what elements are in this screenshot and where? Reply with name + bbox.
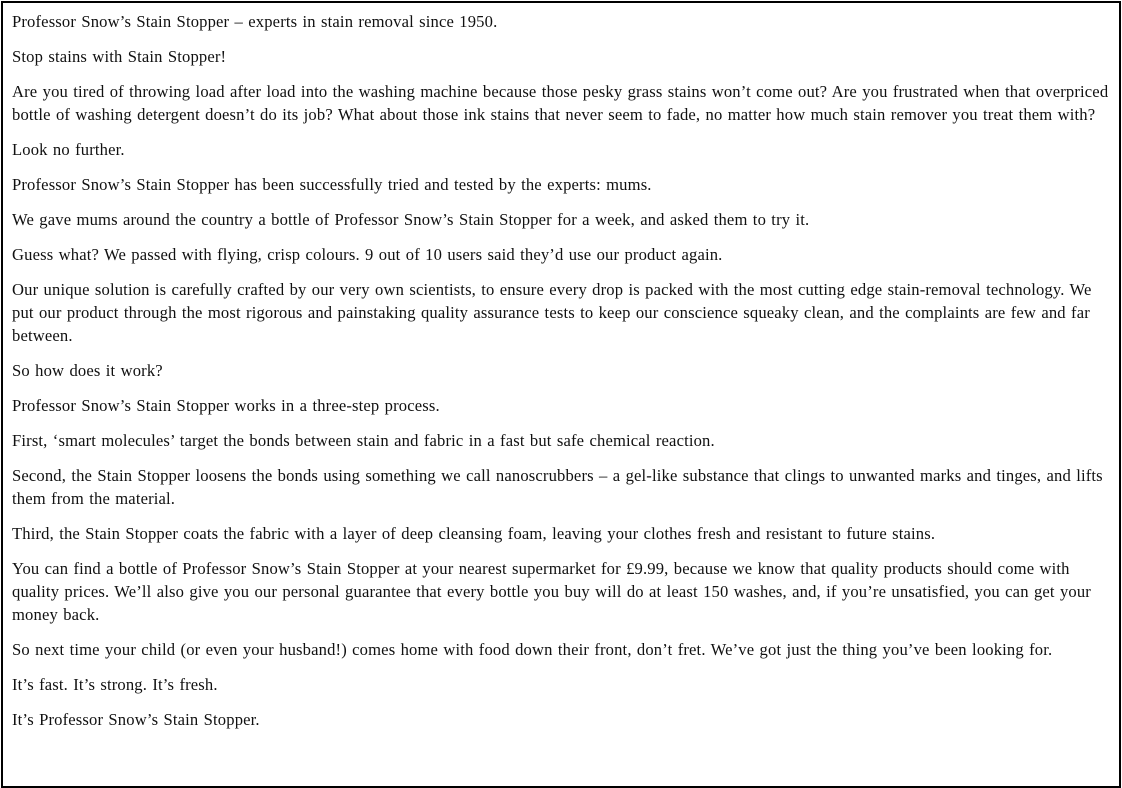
paragraph-next-time: So next time your child (or even your husband!) comes home with food down their front, don’t fret. We’ve got just the thing you’ve been looking for.	[12, 640, 1053, 659]
paragraph-fast-strong-fresh: It’s fast. It’s strong. It’s fresh.	[12, 675, 218, 694]
paragraph-step-two: Second, the Stain Stopper loosens the bonds using something we call nanoscrubbers – a gel-like substance that clings to unwanted marks and tinges, and lifts them from the material.	[12, 466, 1103, 508]
paragraph-tested: Professor Snow’s Stain Stopper has been successfully tried and tested by the experts: mums.	[12, 175, 652, 194]
intro-paragraph: Are you tired of throwing load after load into the washing machine because those pesky grass stains won’t come out? Are you frustrated when that overpriced bottle of washing detergent doesn’t do its job? What about those ink stains that never seem to fade, no matter how much stain remover you treat them with?	[12, 82, 1109, 124]
paragraph-solution: Our unique solution is carefully crafted by our very own scientists, to ensure every drop is packed with the most cutting edge stain-removal technology. We put our product through the most rigorous and painstaking quality assurance tests to keep our conscience squeaky clean, and the complaints are few and far between.	[12, 280, 1092, 345]
slogan: Stop stains with Stain Stopper!	[12, 47, 227, 66]
paragraph-process: Professor Snow’s Stain Stopper works in a three-step process.	[12, 396, 440, 415]
paragraph-how-it-works: So how does it work?	[12, 361, 163, 380]
paragraph-step-three: Third, the Stain Stopper coats the fabric with a layer of deep cleansing foam, leaving your clothes fresh and resistant to future stains.	[12, 524, 936, 543]
paragraph-price: You can find a bottle of Professor Snow’s Stain Stopper at your nearest supermarket for £9.99, because we know that quality products should come with quality prices. We’ll also give you our personal guarantee that every bottle you buy will do at least 150 washes, and, if you’re unsatisfied, you can get your money back.	[12, 559, 1091, 624]
paragraph-look-no-further: Look no further.	[12, 140, 125, 159]
closing-line: It’s Professor Snow’s Stain Stopper.	[12, 710, 260, 729]
paragraph-step-one: First, ‘smart molecules’ target the bonds between stain and fabric in a fast but safe chemical reaction.	[12, 431, 715, 450]
tagline-heading: Professor Snow’s Stain Stopper – experts in stain removal since 1950.	[12, 12, 498, 31]
paragraph-results: Guess what? We passed with flying, crisp colours. 9 out of 10 users said they’d use our product again.	[12, 245, 723, 264]
document-body	[3, 3, 1119, 731]
paragraph-trial: We gave mums around the country a bottle of Professor Snow’s Stain Stopper for a week, and asked them to try it.	[12, 210, 810, 229]
document-frame	[1, 1, 1121, 788]
